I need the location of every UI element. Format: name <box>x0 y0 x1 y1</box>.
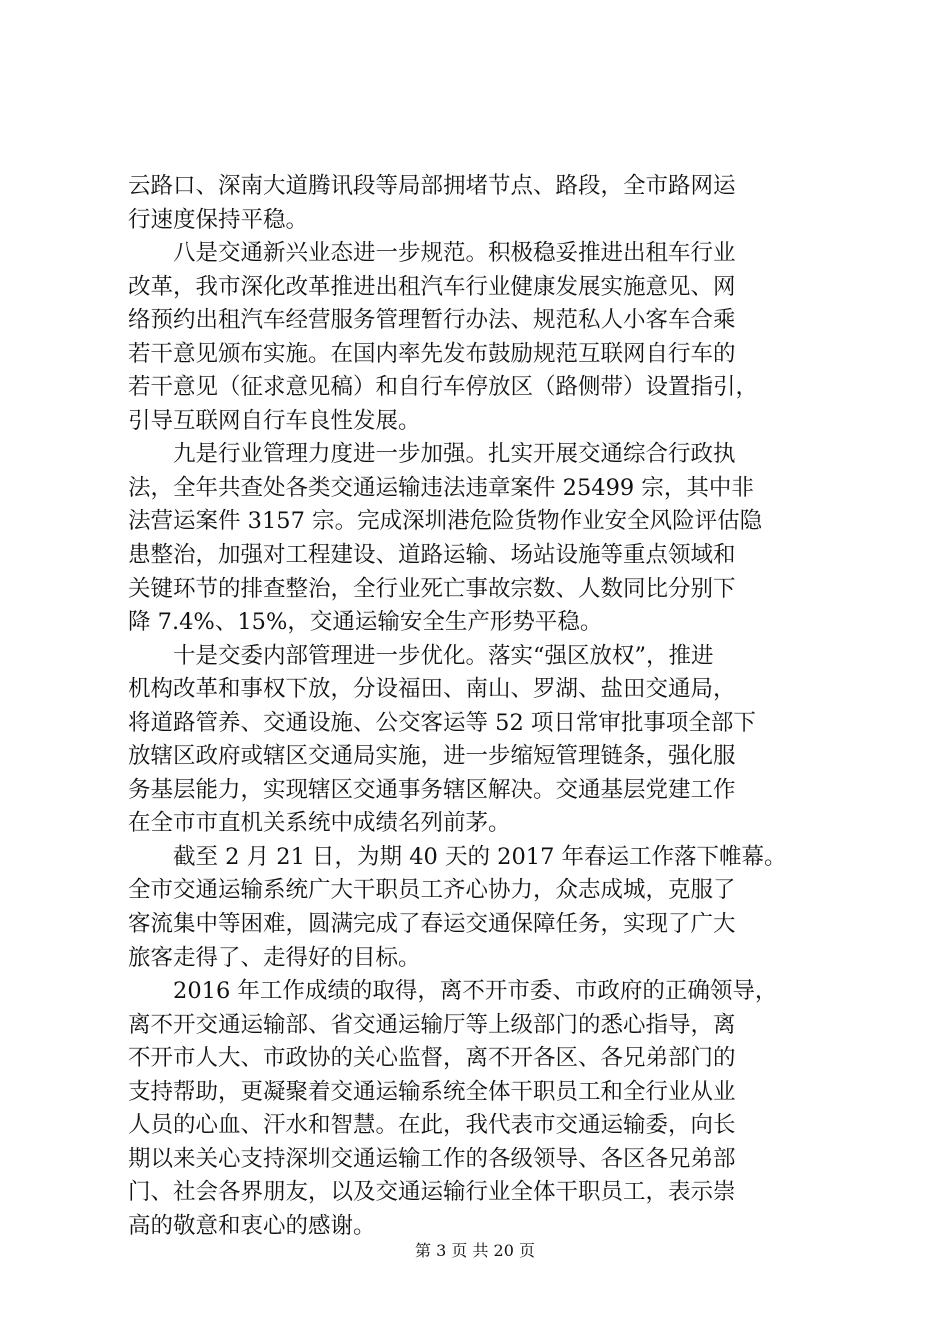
text-line: 若干意见颁布实施。在国内率先发布鼓励规范互联网自行车的 <box>128 340 736 367</box>
text-line: 务基层能力，实现辖区交通事务辖区解决。交通基层党建工作 <box>128 776 736 803</box>
text-line: 2016 年工作成绩的取得，离不开市委、市政府的正确领导， <box>173 978 778 1005</box>
text-line: 九是行业管理力度进一步加强。扎实开展交通综合行政执 <box>173 441 736 468</box>
document-body <box>128 170 832 1244</box>
text-line: 离不开交通运输部、省交通运输厅等上级部门的悉心指导，离 <box>128 1011 736 1038</box>
text-line: 法营运案件 3157 宗。完成深圳港危险货物作业安全风险评估隐 <box>128 508 763 535</box>
text-line: 云路口、深南大道腾讯段等局部拥堵节点、路段，全市路网运 <box>128 173 736 199</box>
text-line: 旅客走得了、走得好的目标。 <box>128 944 421 971</box>
text-line: 机构改革和事权下放，分设福田、南山、罗湖、盐田交通局， <box>128 676 736 703</box>
text-line: 若干意见（征求意见稿）和自行车停放区（路侧带）设置指引， <box>128 374 759 401</box>
text-line: 患整治，加强对工程建设、道路运输、场站设施等重点领域和 <box>128 542 736 569</box>
page-footer: 第 3 页 共 20 页 <box>415 1241 535 1260</box>
text-line: 十是交委内部管理进一步优化。落实“强区放权”，推进 <box>173 642 714 669</box>
text-line: 将道路管养、交通设施、公交客运等 52 项日常审批事项全部下 <box>128 709 756 736</box>
text-line: 期以来关心支持深圳交通运输工作的各级领导、各区各兄弟部 <box>128 1145 736 1172</box>
text-line: 全市交通运输系统广大干职员工齐心协力，众志成城，克服了 <box>128 877 736 904</box>
text-line: 客流集中等困难，圆满完成了春运交通保障任务，实现了广大 <box>128 911 736 938</box>
text-line: 在全市市直机关系统中成绩名列前茅。 <box>128 810 511 837</box>
text-line: 人员的心血、汗水和智慧。在此，我代表市交通运输委，向长 <box>128 1112 736 1139</box>
text-line: 改革，我市深化改革推进出租汽车行业健康发展实施意见、网 <box>128 273 736 300</box>
text-line: 截至 2 月 21 日，为期 40 天的 2017 年春运工作落下帷幕。 <box>173 843 787 870</box>
text-line: 高的敬意和衷心的感谢。 <box>128 1212 376 1239</box>
text-line: 不开市人大、市政协的关心监督，离不开各区、各兄弟部门的 <box>128 1045 736 1072</box>
text-line: 八是交通新兴业态进一步规范。积极稳妥推进出租车行业 <box>173 240 736 267</box>
text-line: 降 7.4%、15%，交通运输安全生产形势平稳。 <box>128 609 603 636</box>
text-line: 法，全年共查处各类交通运输违法违章案件 25499 宗，其中非 <box>128 474 754 501</box>
text-line: 行速度保持平稳。 <box>128 206 309 233</box>
text-line: 关键环节的排查整治，全行业死亡事故宗数、人数同比分别下 <box>128 575 736 602</box>
text-line: 门、社会各界朋友，以及交通运输行业全体干职员工，表示崇 <box>128 1179 736 1206</box>
text-line: 支持帮助，更凝聚着交通运输系统全体干职员工和全行业从业 <box>128 1078 736 1105</box>
text-line: 引导互联网自行车良性发展。 <box>128 407 421 434</box>
text-line: 络预约出租汽车经营服务管理暂行办法、规范私人小客车合乘 <box>128 307 736 334</box>
text-line: 放辖区政府或辖区交通局实施，进一步缩短管理链条，强化服 <box>128 743 736 770</box>
